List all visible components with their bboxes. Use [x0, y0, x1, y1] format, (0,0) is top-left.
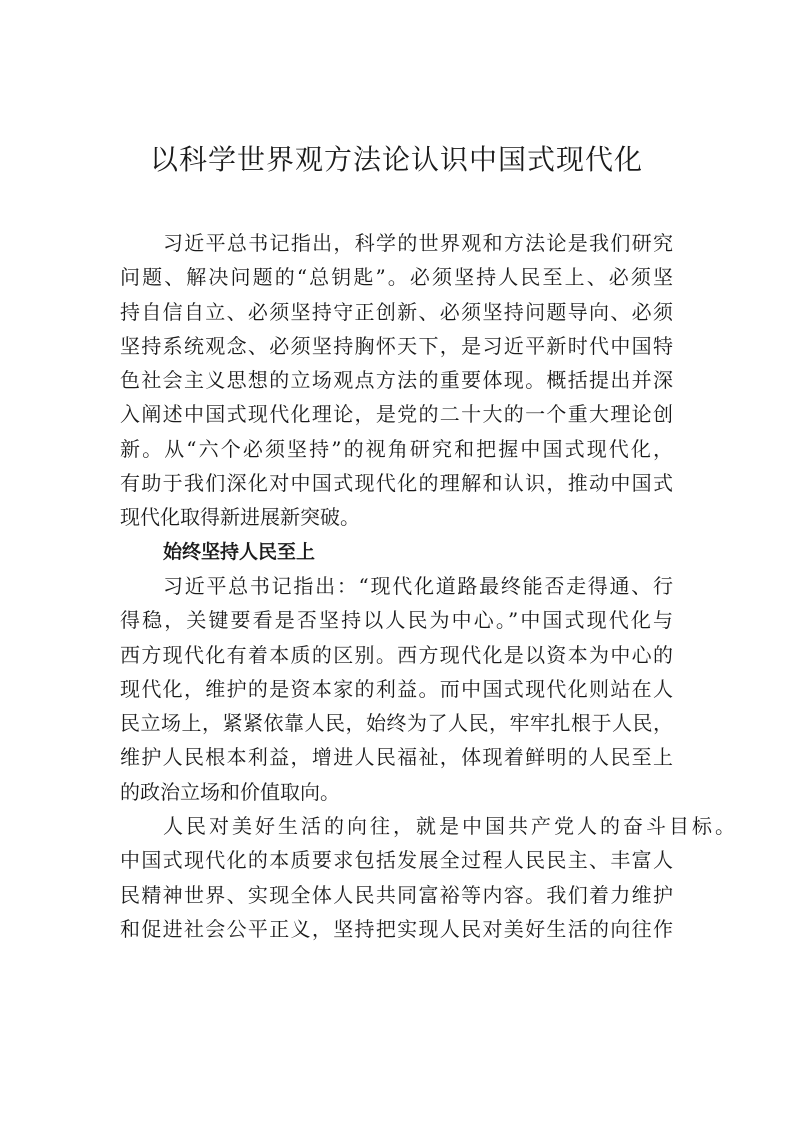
text-line: 现代化取得新进展新突破。: [120, 505, 360, 530]
text-line: 色社会主义思想的立场观点方法的重要体现。概括提出并深: [120, 368, 673, 393]
text-line: 得稳，关键要看是否坚持以人民为中心。”中国式现代化与: [120, 608, 673, 633]
text-line: 现代化，维护的是资本家的利益。而中国式现代化则站在人: [120, 676, 673, 701]
text-line: 民精神世界、实现全体人民共同富裕等内容。我们着力维护: [120, 882, 673, 907]
text-line: 问题、解决问题的“总钥匙”。必须坚持人民至上、必须坚: [120, 265, 673, 290]
section-heading: 始终坚持人民至上: [163, 540, 316, 563]
text-line: 中国式现代化的本质要求包括发展全过程人民民主、丰富人: [120, 848, 673, 873]
text-line: 西方现代化有着本质的区别。西方现代化是以资本为中心的: [120, 642, 673, 667]
document-body: [120, 226, 735, 946]
paragraph-2: [120, 569, 673, 809]
text-line: 的政治立场和价值取向。: [120, 779, 340, 804]
text-line: 持自信自立、必须坚持守正创新、必须坚持问题导向、必须: [120, 299, 673, 324]
text-line: 人民对美好生活的向往，就是中国共产党人的奋斗目标。: [163, 814, 735, 839]
text-line: 和促进社会公平正义，坚持把实现人民对美好生活的向往作: [120, 916, 673, 941]
text-line: 坚持系统观念、必须坚持胸怀天下，是习近平新时代中国特: [120, 333, 673, 358]
text-line: 维护人民根本利益，增进人民福祉，体现着鲜明的人民至上: [120, 745, 673, 770]
text-line: 有助于我们深化对中国式现代化的理解和认识，推动中国式: [120, 471, 673, 496]
text-line: 习近平总书记指出，科学的世界观和方法论是我们研究: [163, 231, 673, 255]
paragraph-intro: [120, 226, 673, 535]
document-title: 以科学世界观方法论认识中国式现代化: [149, 143, 643, 176]
text-line: 入阐述中国式现代化理论，是党的二十大的一个重大理论创: [120, 402, 673, 427]
text-line: 民立场上，紧紧依靠人民，始终为了人民，牢牢扎根于人民，: [120, 711, 673, 736]
text-line: 新。从“六个必须坚持”的视角研究和把握中国式现代化，: [120, 436, 673, 461]
paragraph-3: [120, 809, 735, 946]
text-line: 习近平总书记指出：“现代化道路最终能否走得通、行: [163, 573, 673, 598]
